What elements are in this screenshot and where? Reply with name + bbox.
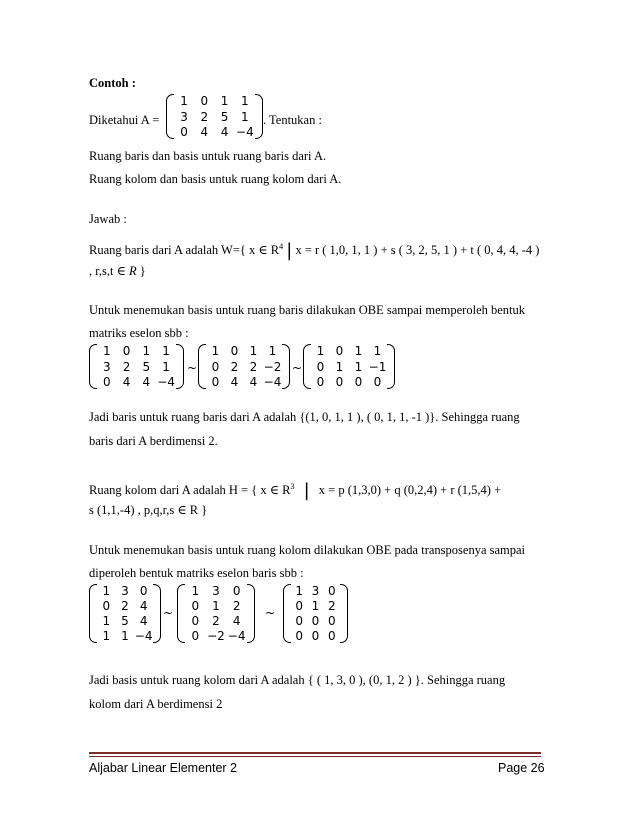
matrix-entry: 1 xyxy=(180,94,188,109)
matrix-entry: 1 xyxy=(212,599,220,613)
obe-row-intro: Untuk menemukan basis untuk ruang baris dilakukan OBE sampai memperoleh bentuk xyxy=(89,303,526,317)
left-parenthesis xyxy=(89,344,97,389)
column-space-scalars: s (1,1,-4) , p,q,r,s ∈ R } xyxy=(89,503,208,517)
footer-title: Aljabar Linear Elementer 2 xyxy=(89,761,237,775)
column-matrix-step-1 xyxy=(89,584,161,644)
right-parenthesis xyxy=(153,584,161,643)
set-bar: | xyxy=(286,240,293,262)
row-matrix-step-1 xyxy=(89,344,184,390)
matrix-entry: 0 xyxy=(102,599,111,613)
matrix-entry: 0 xyxy=(373,374,382,389)
matrix-entry: 1 xyxy=(311,599,320,613)
matrix-entry: 0 xyxy=(211,359,220,374)
matrix-entry: 2 xyxy=(200,109,209,124)
left-parenthesis xyxy=(198,344,206,389)
row-conclusion: Jadi baris untuk ruang baris dari A adalah {(1, 0, 1, 1 ), ( 0, 1, 1, -1 )}. Sehingga ruang xyxy=(89,410,520,424)
matrix-entry: 0 xyxy=(230,344,239,359)
matrix-entry: 3 xyxy=(212,584,220,598)
obe-row-intro-2: matriks eselon sbb : xyxy=(89,326,189,340)
right-parenthesis xyxy=(340,584,348,643)
matrix-entry: 0 xyxy=(191,629,200,643)
matrix-entry: 1 xyxy=(354,344,363,359)
matrix-entry: 5 xyxy=(121,614,129,628)
matrix-entry: 0 xyxy=(139,584,148,598)
matrix-entry: 1 xyxy=(162,344,170,359)
tilde-row-1: ~ xyxy=(187,361,198,375)
task-column-space: Ruang kolom dan basis untuk ruang kolom dari A. xyxy=(89,172,342,186)
matrix-entry: 0 xyxy=(191,599,200,613)
matrix-entry: 0 xyxy=(103,374,111,389)
matrix-entry: 1 xyxy=(241,94,249,109)
matrix-entry: 1 xyxy=(335,359,344,374)
matrix-entry: 2 xyxy=(121,599,129,613)
footer-rule xyxy=(89,752,541,754)
matrix-entry: 1 xyxy=(103,344,111,359)
matrix-entry: 1 xyxy=(191,584,200,598)
matrix-entry: 5 xyxy=(142,359,151,374)
matrix-entry: 4 xyxy=(139,614,148,628)
matrix-entry: 4 xyxy=(139,599,148,613)
matrix-entry: 4 xyxy=(200,124,209,139)
obe-col-intro: Untuk menemukan basis untuk ruang kolom dilakukan OBE pada transposenya sampai xyxy=(89,543,526,557)
row-conclusion-2: baris dari A berdimensi 2. xyxy=(89,434,218,448)
task-row-space: Ruang baris dan basis untuk ruang baris dari A. xyxy=(89,149,327,163)
matrix-entry: 0 xyxy=(295,614,303,628)
matrix-entry: 0 xyxy=(311,629,320,643)
matrix-entry: 3 xyxy=(311,584,320,598)
tilde-col-2: ~ xyxy=(265,606,276,620)
matrix-entry: 0 xyxy=(316,374,325,389)
tilde-col-1: ~ xyxy=(163,606,174,620)
matrix-entry: 0 xyxy=(191,614,200,628)
matrix-entry: 0 xyxy=(122,344,131,359)
matrix-entry: −2 xyxy=(207,629,225,643)
matrix-entry: 0 xyxy=(328,584,336,598)
row-space-scalars xyxy=(89,264,146,278)
matrix-entry: 0 xyxy=(232,584,241,598)
matrix-entry: 0 xyxy=(180,124,188,139)
column-conclusion-2: kolom dari A berdimensi 2 xyxy=(89,697,223,711)
matrix-a xyxy=(166,94,263,140)
column-space-prefix: Ruang kolom dari A adalah H = { x ∈ R xyxy=(89,483,291,498)
right-parenthesis xyxy=(387,344,395,389)
row-space-prefix: Ruang baris dari A adalah W={ x ∈ R xyxy=(89,243,280,258)
column-space-dimension: 3 xyxy=(290,482,295,491)
matrix-entry: −4 xyxy=(236,124,254,139)
left-parenthesis xyxy=(177,584,185,643)
column-matrix-step-2 xyxy=(177,584,255,644)
matrix-entry: 1 xyxy=(102,629,111,643)
real-set-symbol: R xyxy=(129,264,137,278)
matrix-entry: 0 xyxy=(311,614,320,628)
right-parenthesis xyxy=(255,94,263,139)
matrix-entry: 1 xyxy=(121,629,129,643)
matrix-entry: 1 xyxy=(220,94,229,109)
matrix-entry: 2 xyxy=(328,599,336,613)
matrix-entry: 0 xyxy=(200,94,209,109)
column-space-combination: x = p (1,3,0) + q (0,2,4) + r (1,5,4) + xyxy=(318,483,502,498)
right-parenthesis xyxy=(247,584,255,643)
matrix-entry: 1 xyxy=(249,344,258,359)
matrix-entry: 1 xyxy=(373,344,382,359)
matrix-entry: 4 xyxy=(122,374,131,389)
matrix-entry: 1 xyxy=(102,584,111,598)
matrix-entry: 1 xyxy=(241,109,249,124)
set-bar-2: | xyxy=(303,480,310,502)
matrix-entry: −2 xyxy=(263,359,282,374)
footer-page-number: Page 26 xyxy=(498,761,545,775)
right-parenthesis xyxy=(282,344,290,389)
tilde-row-2: ~ xyxy=(292,361,303,375)
given-suffix: . Tentukan : xyxy=(263,113,322,127)
right-parenthesis xyxy=(176,344,184,389)
matrix-entry: 0 xyxy=(335,374,344,389)
matrix-entry: 4 xyxy=(249,374,258,389)
column-conclusion: Jadi basis untuk ruang kolom dari A adalah { ( 1, 3, 0 ), (0, 1, 2 ) }. Sehingga ruang xyxy=(89,673,506,687)
row-space-scalars-text: , r,s,t ∈ xyxy=(89,264,130,278)
column-matrix-step-3 xyxy=(283,584,348,644)
row-space-definition xyxy=(89,240,540,262)
matrix-entry: 1 xyxy=(102,614,111,628)
footer-rule-thin xyxy=(89,756,541,757)
matrix-entry: 1 xyxy=(354,359,363,374)
matrix-entry: 4 xyxy=(142,374,151,389)
matrix-entry: 1 xyxy=(268,344,277,359)
matrix-entry: 0 xyxy=(328,614,336,628)
obe-col-intro-2: diperoleh bentuk matriks eselon baris sbb : xyxy=(89,566,304,580)
matrix-entry: 4 xyxy=(230,374,239,389)
matrix-entry: 2 xyxy=(230,359,239,374)
matrix-entry: 1 xyxy=(211,344,220,359)
row-matrix-step-3 xyxy=(303,344,395,390)
matrix-entry: 1 xyxy=(142,344,151,359)
matrix-entry: −4 xyxy=(134,629,153,643)
matrix-entry: 2 xyxy=(212,614,220,628)
matrix-entry: 1 xyxy=(316,344,325,359)
row-space-dimension: 4 xyxy=(279,242,284,251)
matrix-entry: −4 xyxy=(157,374,175,389)
matrix-entry: 3 xyxy=(103,359,111,374)
matrix-entry: 0 xyxy=(335,344,344,359)
matrix-entry: 0 xyxy=(328,629,336,643)
matrix-entry: 3 xyxy=(180,109,188,124)
matrix-entry: 0 xyxy=(295,599,303,613)
matrix-entry: 2 xyxy=(249,359,258,374)
matrix-entry: 0 xyxy=(295,629,303,643)
matrix-entry: 0 xyxy=(354,374,363,389)
row-matrix-step-2 xyxy=(198,344,290,390)
matrix-entry: −4 xyxy=(227,629,246,643)
matrix-entry: 2 xyxy=(232,599,241,613)
matrix-entry: 3 xyxy=(121,584,129,598)
left-parenthesis xyxy=(303,344,311,389)
given-prefix: Diketahui A = xyxy=(89,113,160,127)
row-space-close: } xyxy=(136,264,146,278)
matrix-entry: 4 xyxy=(220,124,229,139)
left-parenthesis xyxy=(166,94,174,139)
left-parenthesis xyxy=(283,584,291,643)
matrix-entry: −1 xyxy=(368,359,387,374)
matrix-entry: 5 xyxy=(220,109,229,124)
answer-label: Jawab : xyxy=(89,212,127,226)
matrix-entry: 1 xyxy=(162,359,170,374)
matrix-entry: 2 xyxy=(122,359,131,374)
matrix-entry: −4 xyxy=(263,374,282,389)
matrix-entry: 0 xyxy=(316,359,325,374)
row-space-combination: x = r ( 1,0, 1, 1 ) + s ( 3, 2, 5, 1 ) + t ( 0, 4, 4, -4 ) xyxy=(295,243,540,258)
left-parenthesis xyxy=(89,584,97,643)
matrix-entry: 1 xyxy=(295,584,303,598)
matrix-entry: 4 xyxy=(232,614,241,628)
column-space-definition xyxy=(89,480,502,502)
matrix-entry: 0 xyxy=(211,374,220,389)
example-heading: Contoh : xyxy=(89,76,136,90)
